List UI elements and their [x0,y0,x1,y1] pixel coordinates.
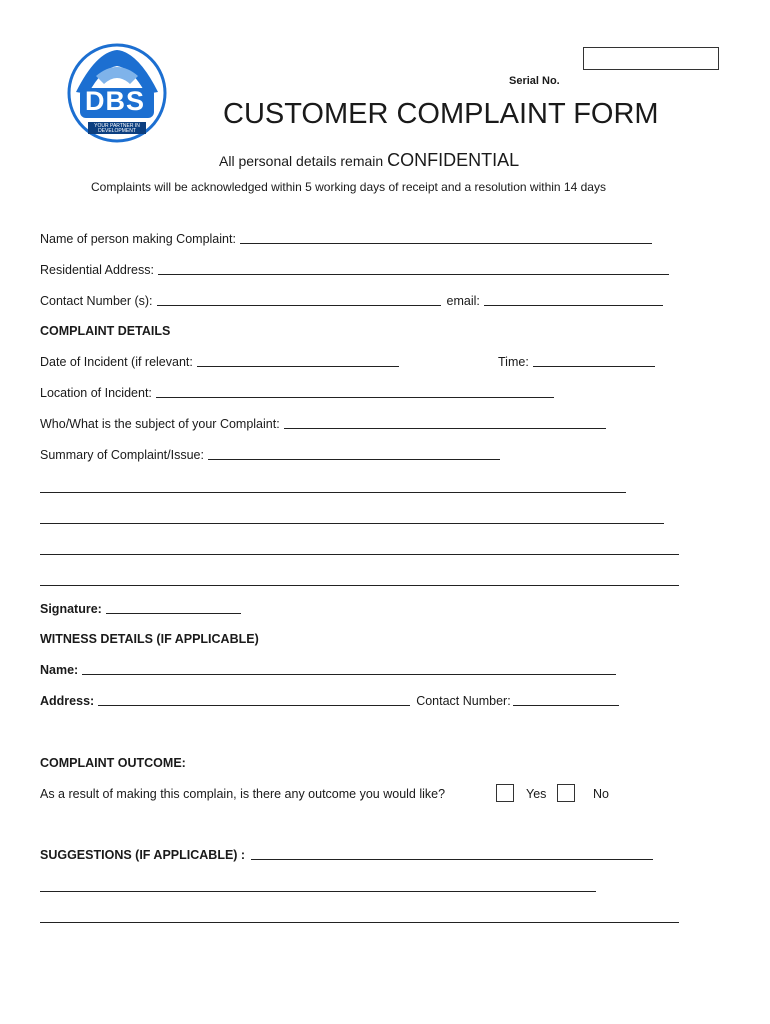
contact-field [40,294,663,308]
signature-field [40,602,241,616]
subject-input-line[interactable] [284,428,606,429]
date-field [40,355,399,369]
suggestions-input-line[interactable] [251,859,653,860]
no-checkbox[interactable] [557,784,575,802]
outcome-heading: COMPLAINT OUTCOME: [40,756,186,770]
date-label: Date of Incident (if relevant: [40,355,193,369]
yes-label: Yes [526,787,547,801]
location-field [40,386,554,400]
suggestions-line-3[interactable] [40,922,679,923]
residential-field [40,263,669,277]
residential-input-line[interactable] [158,274,669,275]
time-input-line[interactable] [533,366,655,367]
yes-checkbox[interactable] [496,784,514,802]
location-input-line[interactable] [156,397,554,398]
witness-address-field [40,694,619,708]
signature-input-line[interactable] [106,613,241,614]
logo-tagline: YOUR PARTNER IN DEVELOPMENT [94,123,140,134]
serial-label: Serial No. [509,75,560,87]
location-label: Location of Incident: [40,386,152,400]
residential-label: Residential Address: [40,263,154,277]
name-label: Name of person making Complaint: [40,232,236,246]
summary-field [40,448,500,462]
confidential-emphasis: CONFIDENTIAL [387,150,520,170]
witness-contact-label: Contact Number: [416,694,511,708]
summary-label: Summary of Complaint/Issue: [40,448,204,462]
confidential-prefix: All personal details remain [219,153,388,169]
contact-input-line[interactable] [157,305,441,306]
page-title: CUSTOMER COMPLAINT FORM [223,98,659,130]
signature-label: Signature: [40,602,102,616]
no-label: No [593,787,609,801]
witness-address-label: Address: [40,694,95,708]
witness-address-input-line[interactable] [98,705,410,706]
email-input-line[interactable] [484,305,663,306]
summary-line-3[interactable] [40,523,664,524]
date-input-line[interactable] [197,366,399,367]
logo-text: DBS [85,86,146,116]
name-input-line[interactable] [240,243,652,244]
confidential-line [219,150,519,171]
outcome-question: As a result of making this complain, is there any outcome you would like? [40,787,446,801]
subject-label: Who/What is the subject of your Complaint: [40,417,280,431]
time-field [498,355,655,369]
subject-field [40,417,606,431]
summary-line-5[interactable] [40,585,679,586]
dbs-logo [66,42,168,144]
summary-line-2[interactable] [40,492,626,493]
suggestions-line-2[interactable] [40,891,596,892]
contact-label: Contact Number (s): [40,294,153,308]
email-label: email: [446,294,480,308]
suggestions-field [40,848,653,862]
witness-contact-input-line[interactable] [513,705,619,706]
acknowledgement-notice: Complaints will be acknowledged within 5 working days of receipt and a resolution within 14 days [91,180,606,194]
witness-name-label: Name: [40,663,79,677]
summary-line-4[interactable] [40,554,679,555]
summary-input-line[interactable] [208,459,500,460]
witness-name-field [40,663,616,677]
suggestions-label: SUGGESTIONS (IF APPLICABLE) : [40,848,246,862]
serial-number-box[interactable] [583,47,719,70]
name-field [40,232,652,246]
time-label: Time: [498,355,529,369]
witness-heading: WITNESS DETAILS (IF APPLICABLE) [40,632,259,646]
complaint-details-heading: COMPLAINT DETAILS [40,324,171,338]
witness-name-input-line[interactable] [82,674,616,675]
